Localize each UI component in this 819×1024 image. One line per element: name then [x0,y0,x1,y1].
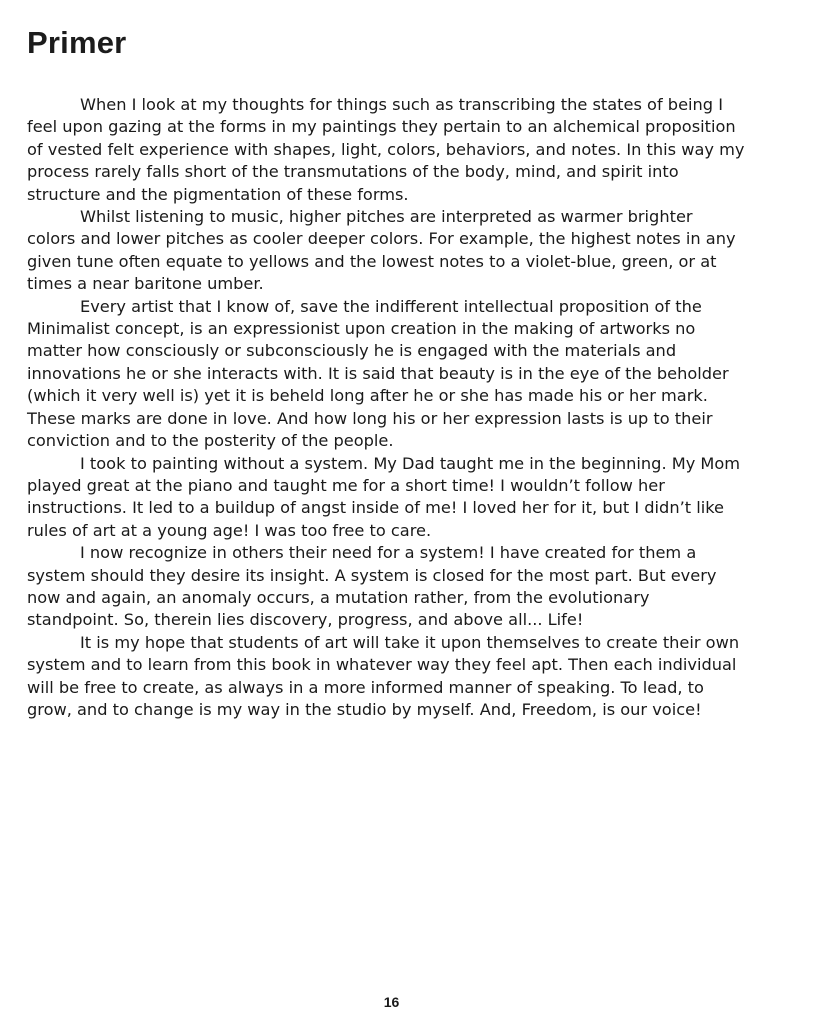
body-text [27,94,745,721]
paragraph: I took to painting without a system. My Dad taught me in the beginning. My Mom played great at the piano and taught me for a short time! I wouldn’t follow her instructions. It led to a buildup of angst inside of me! I loved her for it, but I didn’t like rules of art at a young age! I was too free to care. [27,453,741,540]
page-title: Primer [27,25,127,60]
paragraph: Whilst listening to music, higher pitches are interpreted as warmer brighter colors and lower pitches as cooler deeper colors. For example, the highest notes in any given tune often equate to yellows and the lowest notes to a violet-blue, green, or at times a near baritone umber. [27,207,736,294]
page-number: 16 [383,994,400,1010]
paragraph: Every artist that I know of, save the indifferent intellectual proposition of the Minimalist concept, is an expressionist upon creation in the making of artworks no matter how consciously or subconsciously he is engaged with the materials and innovations he or she interacts with. It is said that beauty is in the eye of the beholder (which it very well is) yet it is beheld long after he or she has made his or her mark. These marks are done in love. And how long his or her expression lasts is up to their conviction and to the posterity of the people. [27,296,729,451]
paragraph: I now recognize in others their need for a system! I have created for them a system should they desire its insight. A system is closed for the most part. But every now and again, an anomaly occurs, a mutation rather, from the evolutionary standpoint. So, therein lies discovery, progress, and above all... Life! [27,543,717,630]
paragraph: When I look at my thoughts for things such as transcribing the states of being I feel upon gazing at the forms in my paintings they pertain to an alchemical proposition of vested felt experience with shapes, light, colors, behaviors, and notes. In this way my process rarely falls short of the transmutations of the body, mind, and spirit into structure and the pigmentation of these forms. [27,95,745,204]
paragraph: It is my hope that students of art will take it upon themselves to create their own system and to learn from this book in whatever way they feel apt. Then each individual will be free to create, as always in a more informed manner of speaking. To lead, to grow, and to change is my way in the studio by myself. And, Freedom, is our voice! [27,632,740,719]
